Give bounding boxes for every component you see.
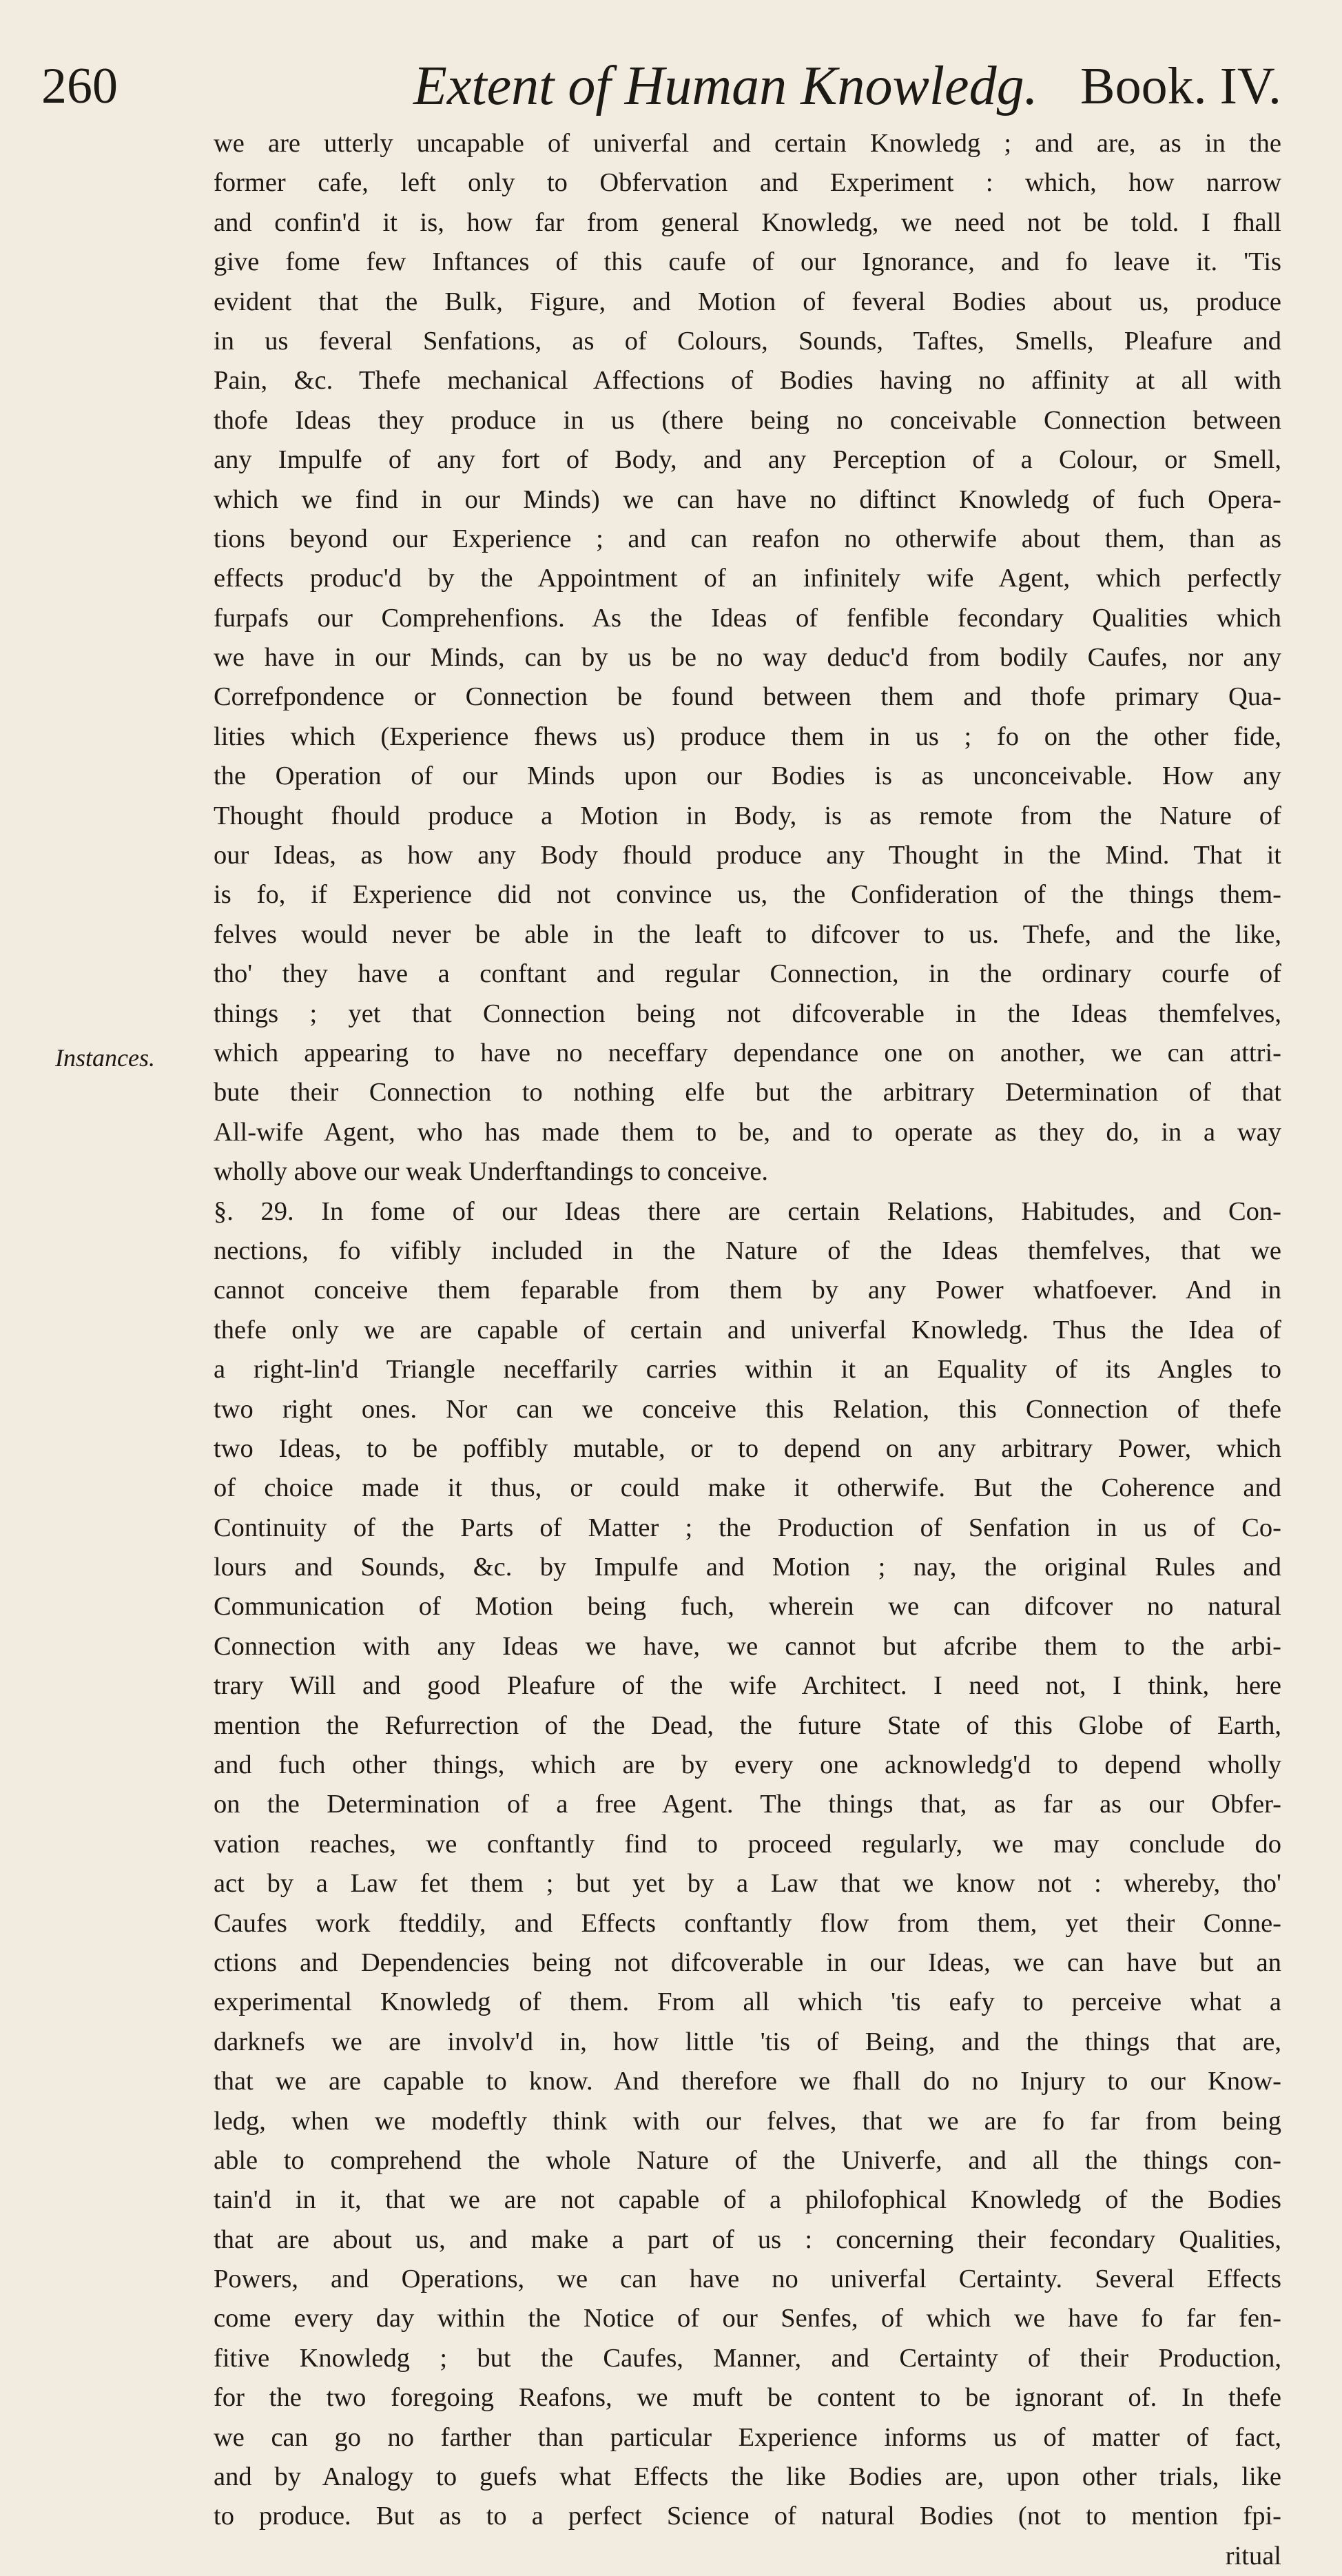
text-line: experimental Knowledg of them. From all which 'tis eafy to perceive what a <box>214 1987 1281 2017</box>
text-line: the Operation of our Minds upon our Bodies is as unconceivable. How any <box>214 761 1281 791</box>
text-line: and confin'd it is, how far from general Knowledg, we need not be told. I fhall <box>214 207 1281 237</box>
text-line: any Impulfe of any fort of Body, and any Perception of a Colour, or Smell, <box>214 445 1281 475</box>
text-line: wholly above our weak Underftandings to conceive. <box>214 1157 769 1187</box>
text-line: we can go no farther than particular Experience informs us of matter of fact, <box>214 2422 1281 2452</box>
text-line: give fome few Inftances of this caufe of our Ignorance, and fo leave it. 'Tis <box>214 247 1281 277</box>
text-line: thofe Ideas they produce in us (there being no conceivable Connection between <box>214 405 1281 435</box>
text-line: of choice made it thus, or could make it otherwife. But the Coherence and <box>214 1473 1281 1503</box>
marginal-note: Instances. <box>55 1044 155 1072</box>
text-line: come every day within the Notice of our Senfes, of which we have fo far fen- <box>214 2304 1281 2333</box>
text-line: for the two foregoing Reafons, we muft be content to be ignorant of. In thefe <box>214 2383 1281 2413</box>
text-line: act by a Law fet them ; but yet by a Law that we know not : whereby, tho' <box>214 1869 1281 1899</box>
text-line: trary Will and good Pleafure of the wife Architect. I need not, I think, here <box>214 1671 1281 1701</box>
text-line: is fo, if Experience did not convince us, the Confideration of the things them- <box>214 880 1281 910</box>
text-line: tain'd in it, that we are not capable of a philofophical Knowledg of the Bodies <box>214 2185 1281 2215</box>
text-line: and by Analogy to guefs what Effects the like Bodies are, upon other trials, like <box>214 2462 1281 2492</box>
text-line: Correfpondence or Connection be found between them and thofe primary Qua- <box>214 682 1281 712</box>
text-line: and fuch other things, which are by every one acknowledg'd to depend wholly <box>214 1750 1281 1780</box>
text-line: to produce. But as to a perfect Science of natural Bodies (not to mention fpi- <box>214 2502 1281 2531</box>
text-line: able to comprehend the whole Nature of the Univerfe, and all the things con- <box>214 2145 1281 2175</box>
page-header <box>41 48 1281 124</box>
text-line: Caufes work fteddily, and Effects conftantly flow from them, yet their Conne- <box>214 1908 1281 1938</box>
text-line: ctions and Dependencies being not difcoverable in our Ideas, we can have but an <box>214 1948 1281 1977</box>
text-line: that we are capable to know. And therefore we fhall do no Injury to our Know- <box>214 2067 1281 2096</box>
text-line: bute their Connection to nothing elfe but the arbitrary Determination of that <box>214 1078 1281 1107</box>
text-line: Powers, and Operations, we can have no univerfal Certainty. Several Effects <box>214 2265 1281 2294</box>
text-line: §. 29. In fome of our Ideas there are certain Relations, Habitudes, and Con- <box>214 1196 1281 1226</box>
text-line: tho' they have a conftant and regular Connection, in the ordinary courfe of <box>214 959 1281 989</box>
text-line: mention the Refurrection of the Dead, the future State of this Globe of Earth, <box>214 1710 1281 1740</box>
text-line: Connection with any Ideas we have, we cannot but afcribe them to the arbi- <box>214 1631 1281 1661</box>
text-line: evident that the Bulk, Figure, and Motion of feveral Bodies about us, produce <box>214 287 1281 316</box>
text-line: which we find in our Minds) we can have no diftinct Knowledg of fuch Opera- <box>214 484 1281 514</box>
text-line: ritual <box>1225 2541 1281 2570</box>
page-number: 260 <box>41 58 118 114</box>
text-line: ledg, when we modeftly think with our felves, that we are fo far from being <box>214 2106 1281 2136</box>
text-line: furpafs our Comprehenfions. As the Ideas of fenfible fecondary Qualities which <box>214 603 1281 633</box>
text-line: two Ideas, to be poffibly mutable, or to depend on any arbitrary Power, which <box>214 1433 1281 1463</box>
text-line: darknefs we are involv'd in, how little 'tis of Being, and the things that are, <box>214 2027 1281 2056</box>
text-line: felves would never be able in the leaft to difcover to us. Thefe, and the like, <box>214 919 1281 949</box>
text-line: Continuity of the Parts of Matter ; the Production of Senfation in us of Co- <box>214 1513 1281 1542</box>
text-line: cannot conceive them feparable from them by any Power whatfoever. And in <box>214 1276 1281 1305</box>
book-label: Book. IV. <box>1080 57 1281 115</box>
text-line: we are utterly uncapable of univerfal and certain Knowledg ; and are, as in the <box>214 129 1281 158</box>
text-line: a right-lin'd Triangle neceffarily carries within it an Equality of its Angles to <box>214 1355 1281 1384</box>
text-line: lities which (Experience fhews us) produce them in us ; fo on the other fide, <box>214 722 1281 751</box>
text-line: Communication of Motion being fuch, wherein we can difcover no natural <box>214 1592 1281 1622</box>
text-line: Pain, &c. Thefe mechanical Affections of Bodies having no affinity at all with <box>214 366 1281 396</box>
text-line: two right ones. Nor can we conceive this Relation, this Connection of thefe <box>214 1394 1281 1424</box>
text-line: vation reaches, we conftantly find to proceed regularly, we may conclude do <box>214 1829 1281 1859</box>
text-line: nections, fo vifibly included in the Nature of the Ideas themfelves, that we <box>214 1236 1281 1265</box>
text-line: in us feveral Senfations, as of Colours, Sounds, Taftes, Smells, Pleafure and <box>214 326 1281 356</box>
text-line: thefe only we are capable of certain and univerfal Knowledg. Thus the Idea of <box>214 1315 1281 1345</box>
text-line: Thought fhould produce a Motion in Body, is as remote from the Nature of <box>214 801 1281 830</box>
text-line: tions beyond our Experience ; and can reafon no otherwife about them, than as <box>214 524 1281 553</box>
text-line: former cafe, left only to Obfervation and Experiment : which, how narrow <box>214 168 1281 198</box>
text-line: All-wife Agent, who has made them to be, and to operate as they do, in a way <box>214 1117 1281 1147</box>
text-line: we have in our Minds, can by us be no way deduc'd from bodily Caufes, nor any <box>214 643 1281 673</box>
text-line: lours and Sounds, &c. by Impulfe and Motion ; nay, the original Rules and <box>214 1553 1281 1582</box>
text-line: which appearing to have no neceffary dependance one on another, we can attri- <box>214 1038 1281 1067</box>
body-text <box>214 124 1281 2576</box>
text-line: on the Determination of a free Agent. The things that, as far as our Obfer- <box>214 1790 1281 1819</box>
text-line: that are about us, and make a part of us : concerning their fecondary Qualities, <box>214 2225 1281 2254</box>
text-line: effects produc'd by the Appointment of an infinitely wife Agent, which perfectly <box>214 564 1281 593</box>
text-line: fitive Knowledg ; but the Caufes, Manner, and Certainty of their Production, <box>214 2343 1281 2373</box>
text-line: our Ideas, as how any Body fhould produce any Thought in the Mind. That it <box>214 841 1281 870</box>
text-line: things ; yet that Connection being not difcoverable in the Ideas themfelves, <box>214 999 1281 1028</box>
running-title: Extent of Human Knowledg. <box>413 56 1038 116</box>
